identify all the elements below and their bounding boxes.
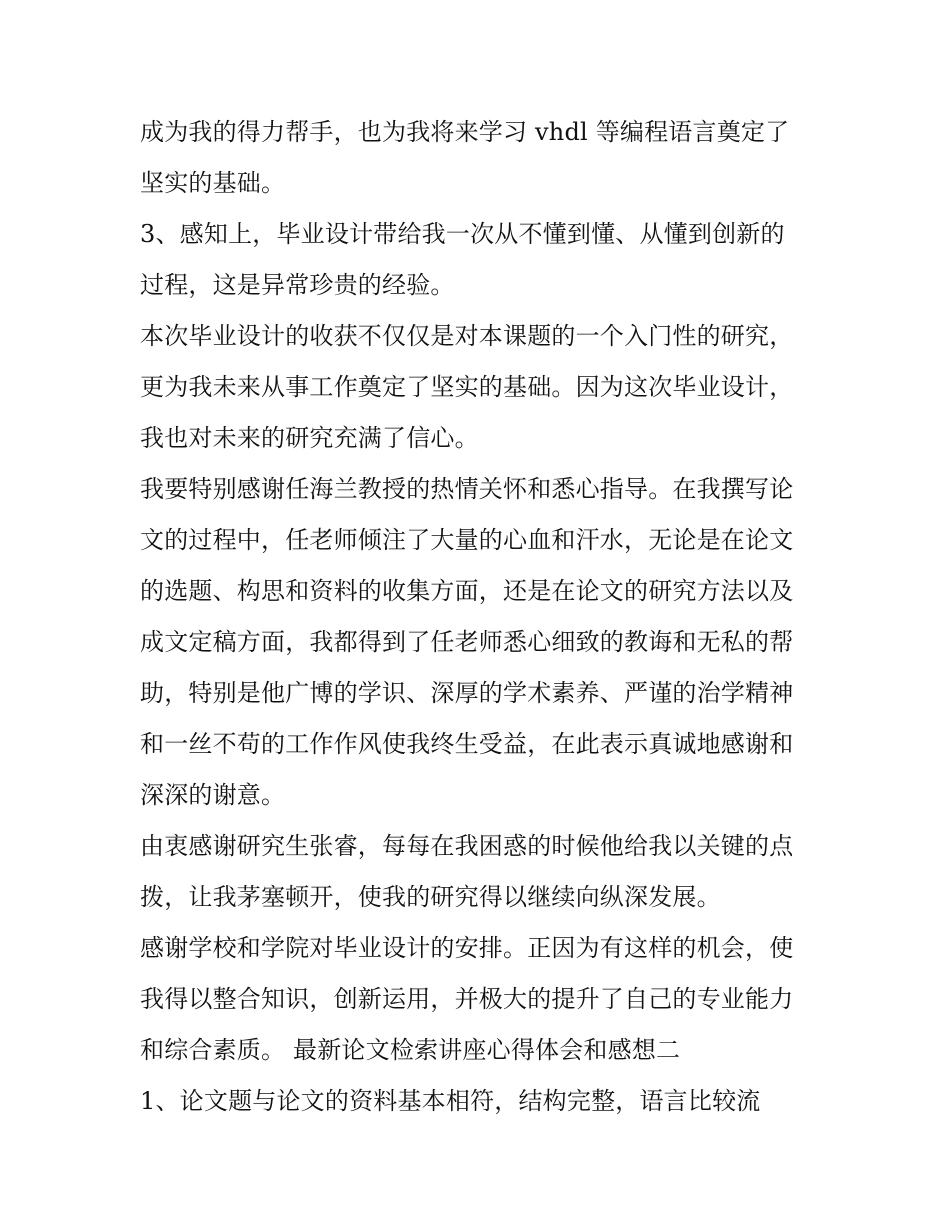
text-line: 本次毕业设计的收获不仅仅是对本课题的一个入门性的研究， xyxy=(140,322,794,350)
text-line: 由衷感谢研究生张睿，每每在我困惑的时候他给我以关键的点 xyxy=(140,832,794,860)
text-line: 文的过程中，任老师倾注了大量的心血和汗水，无论是在论文 xyxy=(140,526,794,554)
text-line: 成为我的得力帮手，也为我将来学习 vhdl 等编程语言奠定了 xyxy=(140,118,790,146)
text-line: 我得以整合知识，创新运用，并极大的提升了自己的专业能力 xyxy=(140,985,794,1013)
text-line: 更为我未来从事工作奠定了坚实的基础。因为这次毕业设计， xyxy=(140,373,794,401)
text-line: 过程，这是异常珍贵的经验。 xyxy=(140,271,455,299)
text-line: 和综合素质。 最新论文检索讲座心得体会和感想二 xyxy=(140,1036,681,1064)
text-line: 助，特别是他广博的学识、深厚的学术素养、严谨的治学精神 xyxy=(140,679,794,707)
text-line: 我也对未来的研究充满了信心。 xyxy=(140,424,479,452)
text-line: 成文定稿方面，我都得到了任老师悉心细致的教诲和无私的帮 xyxy=(140,628,794,656)
text-line: 和一丝不苟的工作作风使我终生受益，在此表示真诚地感谢和 xyxy=(140,730,794,758)
text-line: 我要特别感谢任海兰教授的热情关怀和悉心指导。在我撰写论 xyxy=(140,475,794,503)
text-line: 深深的谢意。 xyxy=(140,781,286,809)
text-line: 1、论文题与论文的资料基本相符，结构完整，语言比较流 xyxy=(140,1087,761,1115)
text-line: 感谢学校和学院对毕业设计的安排。正因为有这样的机会，使 xyxy=(140,934,794,962)
text-line: 的选题、构思和资料的收集方面，还是在论文的研究方法以及 xyxy=(140,577,794,605)
text-line: 3、感知上，毕业设计带给我一次从不懂到懂、从懂到创新的 xyxy=(140,220,785,248)
document-body xyxy=(140,107,820,1127)
text-line: 拨，让我茅塞顿开，使我的研究得以继续向纵深发展。 xyxy=(140,883,721,911)
text-line: 坚实的基础。 xyxy=(140,169,286,197)
